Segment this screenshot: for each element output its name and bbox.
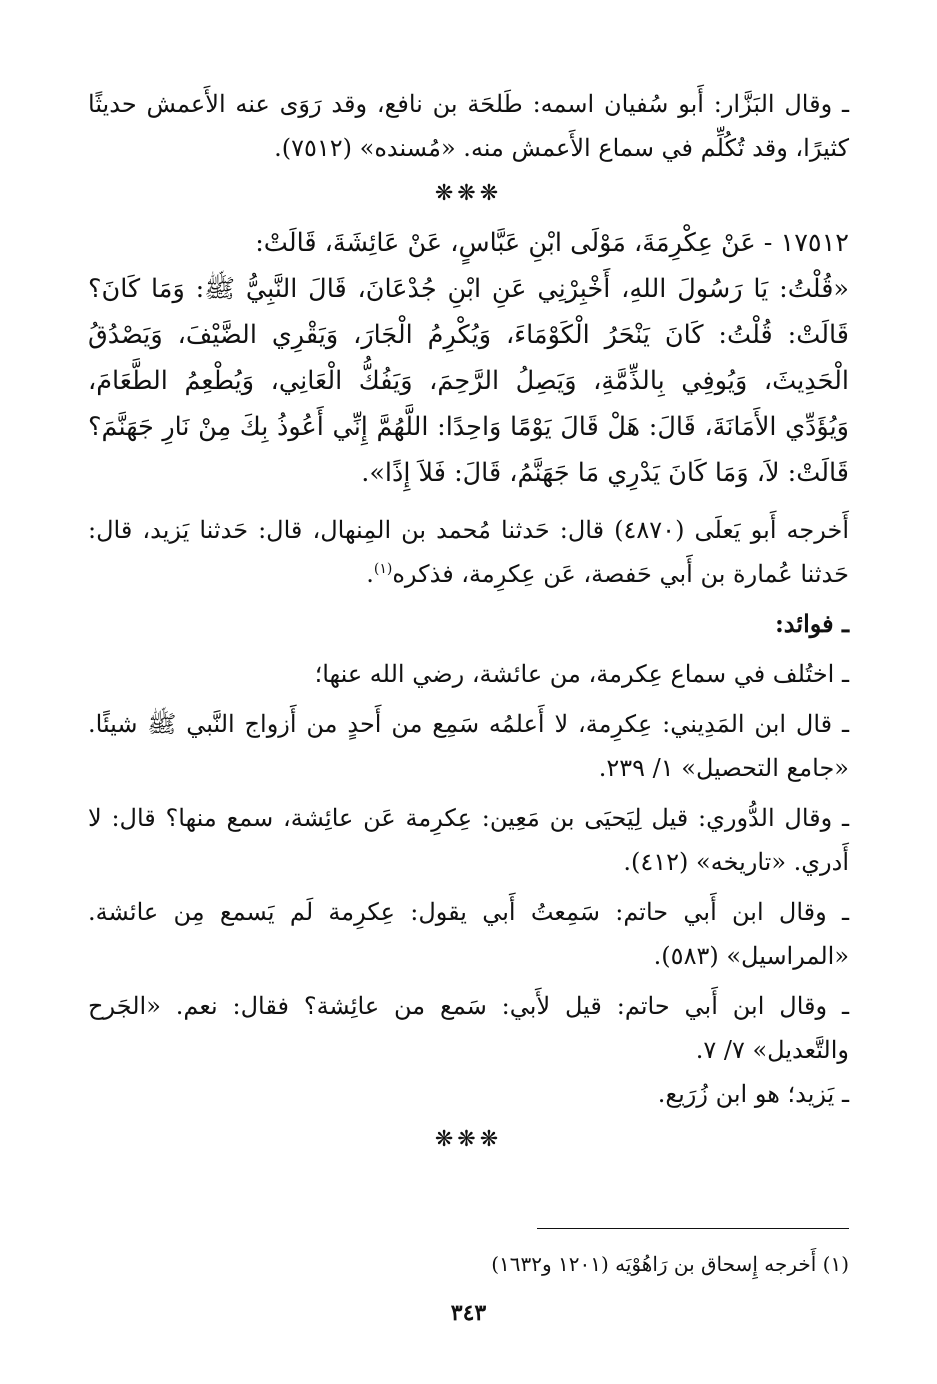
bazzar-note: ـ وقال البَزَّار: أَبو سُفيان اسمه: طَلحَة بن نافع، وقد رَوَى عنه الأَعمش حديثًا كثيرًا، وقد تُكُلِّم في سماع الأَعمش منه. «مُسنده» (٧٥١٢).	[88, 90, 849, 162]
fawaid-heading: ـ فوائد:	[774, 609, 849, 638]
footnote-divider	[537, 1228, 849, 1229]
benefit-item: ـ وقال ابن أَبي حاتم: قيل لأَبي: سَمع من عائِشة؟ فقال: نعم. «الجَرح والتَّعديل» ٧/ ٧.	[88, 992, 849, 1064]
benefit-item: ـ قال ابن المَدِيني: عِكرِمة، لا أَعلمُه سَمِع من أَحدٍ من أَزواج النَّبي ﷺ شيئًا. «جامع التحصيل» ١/ ٢٣٩.	[88, 710, 849, 782]
benefit-item: ـ وقال الدُّوري: قيل لِيَحيَى بن مَعِين: عِكرِمة عَن عائِشة، سمع منها؟ قال: لا أَدري. «تاريخه» (٤١٢).	[88, 804, 849, 876]
footnote-reference[interactable]: (١)	[373, 561, 393, 577]
section-separator: ❋❋❋	[434, 1127, 503, 1152]
benefit-item: ـ اختُلف في سماع عِكرمة، من عائشة، رضي الله عنها؛	[314, 660, 849, 688]
hadith-isnad: ١٧٥١٢ - عَنْ عِكْرِمَةَ، مَوْلَى ابْنِ عَبَّاسٍ، عَنْ عَائِشَةَ، قَالَتْ:	[255, 228, 849, 258]
benefit-item: ـ وقال ابن أَبي حاتم: سَمِعتُ أَبي يقول: عِكرِمة لَم يَسمع مِن عائشة. «المراسيل» (٥٨٣).	[88, 898, 849, 970]
footnote: (١) أَخرجه إِسحاق بن رَاهُوْيَه (١٢٠١ و١٦٣٢)	[491, 1252, 849, 1276]
section-separator: ❋❋❋	[434, 181, 503, 206]
takhrij-text: أَخرجه أَبو يَعلَى (٤٨٧٠) قال: حَدثنا مُحمد بن المِنهال، قال: حَدثنا يَزيد، قال: حَدثنا عُمارة بن أَبي حَفصة، عَن عِكرِمة، فذكره	[88, 516, 849, 588]
benefit-item: ـ يَزيد؛ هو ابن زُرَيع.	[657, 1080, 849, 1108]
takhrij-paragraph: أَخرجه أَبو يَعلَى (٤٨٧٠) قال: حَدثنا مُحمد بن المِنهال، قال: حَدثنا يَزيد، قال: حَدثنا عُمارة بن أَبي حَفصة، عَن عِكرِمة، فذكره$^{(١)}$.	[88, 516, 849, 588]
page-number: ٣٤٣	[450, 1300, 487, 1326]
hadith-matn: «قُلْتُ: يَا رَسُولَ اللهِ، أَخْبِرْنِي عَنِ ابْنِ جُدْعَانَ، قَالَ النَّبِيُّ ﷺ: وَمَا كَانَ؟ قَالَتْ: قُلْتُ: كَانَ يَنْحَرُ الْكَوْمَاءَ، وَيُكْرِمُ الْجَارَ، وَيَقْرِي الضَّيْفَ، وَيَصْدُقُ الْحَدِيثَ، وَيُوفِي بِالذِّمَّةِ، وَيَصِلُ الرَّحِمَ، وَيَفُكُّ الْعَانِي، وَيُطْعِمُ الطَّعَامَ، وَيُؤَدِّي الأَمَانَةَ، قَالَ: هَلْ قَالَ يَوْمًا وَاحِدًا: اللَّهُمَّ إِنِّي أَعُوذُ بِكَ مِنْ نَارِ جَهَنَّمَ؟ قَالَتْ: لاَ، وَمَا كَانَ يَدْرِي مَا جَهَنَّمُ، قَالَ: فَلاَ إِذًا».	[88, 274, 849, 488]
